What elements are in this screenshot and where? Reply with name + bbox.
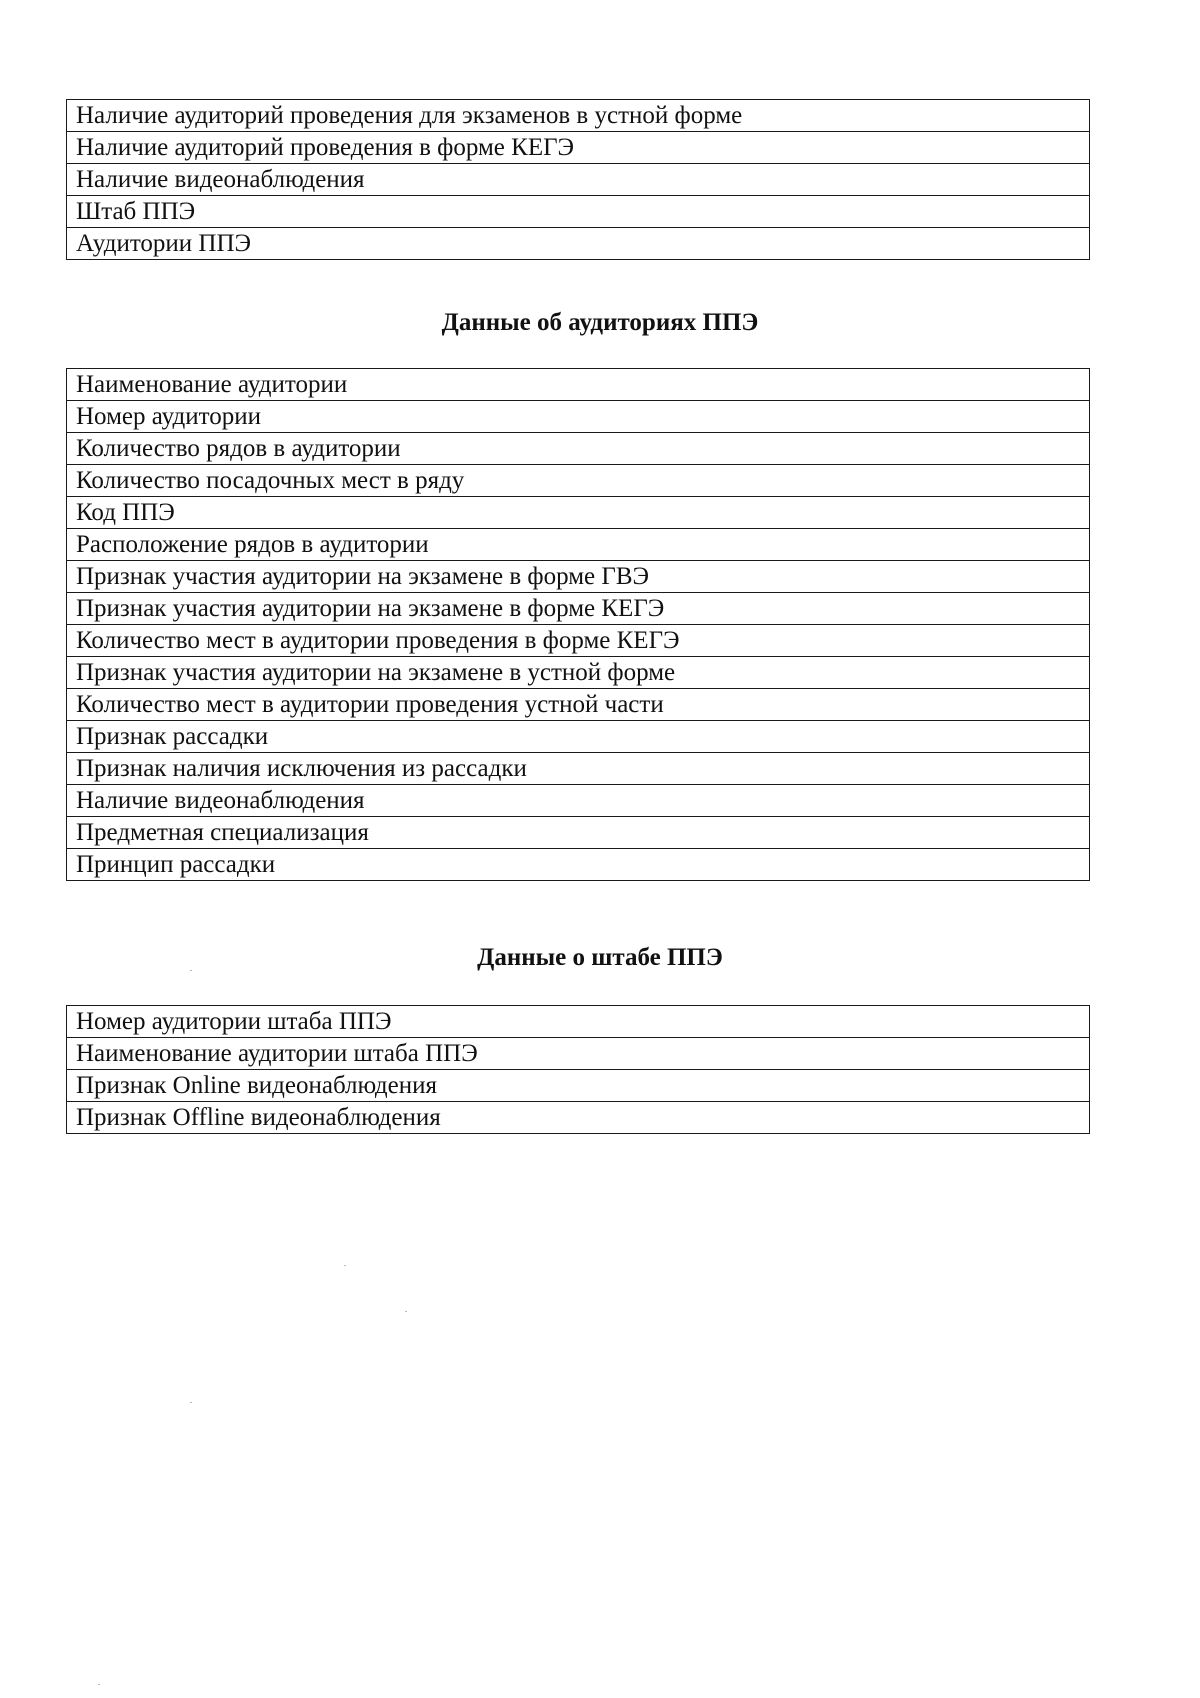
table-row [67, 817, 1090, 849]
table-cell: Признак участия аудитории на экзамене в форме КЕГЭ [67, 593, 1090, 625]
scan-speck [98, 1684, 100, 1685]
table-row [67, 1006, 1090, 1038]
table-row [67, 1070, 1090, 1102]
table-row [67, 753, 1090, 785]
table-cell: Наименование аудитории штаба ППЭ [67, 1038, 1090, 1070]
table-row [67, 164, 1090, 196]
table-cell: Предметная специализация [67, 817, 1090, 849]
table-row [67, 465, 1090, 497]
table-cell: Наименование аудитории [67, 369, 1090, 401]
table-cell: Количество мест в аудитории проведения в форме КЕГЭ [67, 625, 1090, 657]
table-row [67, 401, 1090, 433]
table-row [67, 433, 1090, 465]
table-cell: Номер аудитории [67, 401, 1090, 433]
table-row [67, 593, 1090, 625]
table-row [67, 228, 1090, 260]
auditoriums-table [66, 368, 1090, 881]
scan-speck [344, 1265, 346, 1266]
table-cell: Признак участия аудитории на экзамене в устной форме [67, 657, 1090, 689]
table-cell: Номер аудитории штаба ППЭ [67, 1006, 1090, 1038]
section-heading-auditoriums: Данные об аудиториях ППЭ [441, 309, 759, 336]
section-heading-headquarters: Данные о штабе ППЭ [477, 944, 723, 971]
table-row [67, 196, 1090, 228]
table-cell: Аудитории ППЭ [67, 228, 1090, 260]
table-cell: Признак Online видеонаблюдения [67, 1070, 1090, 1102]
table-row [67, 529, 1090, 561]
table-cell: Количество мест в аудитории проведения устной части [67, 689, 1090, 721]
table-row [67, 849, 1090, 881]
table-cell: Наличие аудиторий проведения в форме КЕГЭ [67, 132, 1090, 164]
table-row [67, 369, 1090, 401]
table-row [67, 785, 1090, 817]
table-cell: Код ППЭ [67, 497, 1090, 529]
ppe-features-table [66, 99, 1090, 260]
table-cell: Признак рассадки [67, 721, 1090, 753]
table-row [67, 625, 1090, 657]
table-row [67, 689, 1090, 721]
table-row [67, 132, 1090, 164]
table-cell: Наличие видеонаблюдения [67, 785, 1090, 817]
table-cell: Наличие аудиторий проведения для экзаменов в устной форме [67, 100, 1090, 132]
table-cell: Наличие видеонаблюдения [67, 164, 1090, 196]
table-row [67, 1102, 1090, 1134]
headquarters-table [66, 1005, 1090, 1134]
table-cell: Расположение рядов в аудитории [67, 529, 1090, 561]
scan-speck [405, 1311, 407, 1312]
table-cell: Признак Offline видеонаблюдения [67, 1102, 1090, 1134]
table-cell: Количество посадочных мест в ряду [67, 465, 1090, 497]
table-row [67, 100, 1090, 132]
table-row [67, 657, 1090, 689]
table-row [67, 721, 1090, 753]
table-row [67, 1038, 1090, 1070]
table-cell: Признак участия аудитории на экзамене в форме ГВЭ [67, 561, 1090, 593]
table-cell: Признак наличия исключения из рассадки [67, 753, 1090, 785]
table-row [67, 497, 1090, 529]
scan-speck [190, 1402, 192, 1403]
table-cell: Принцип рассадки [67, 849, 1090, 881]
scan-speck [190, 970, 192, 971]
table-row [67, 561, 1090, 593]
table-cell: Количество рядов в аудитории [67, 433, 1090, 465]
table-cell: Штаб ППЭ [67, 196, 1090, 228]
